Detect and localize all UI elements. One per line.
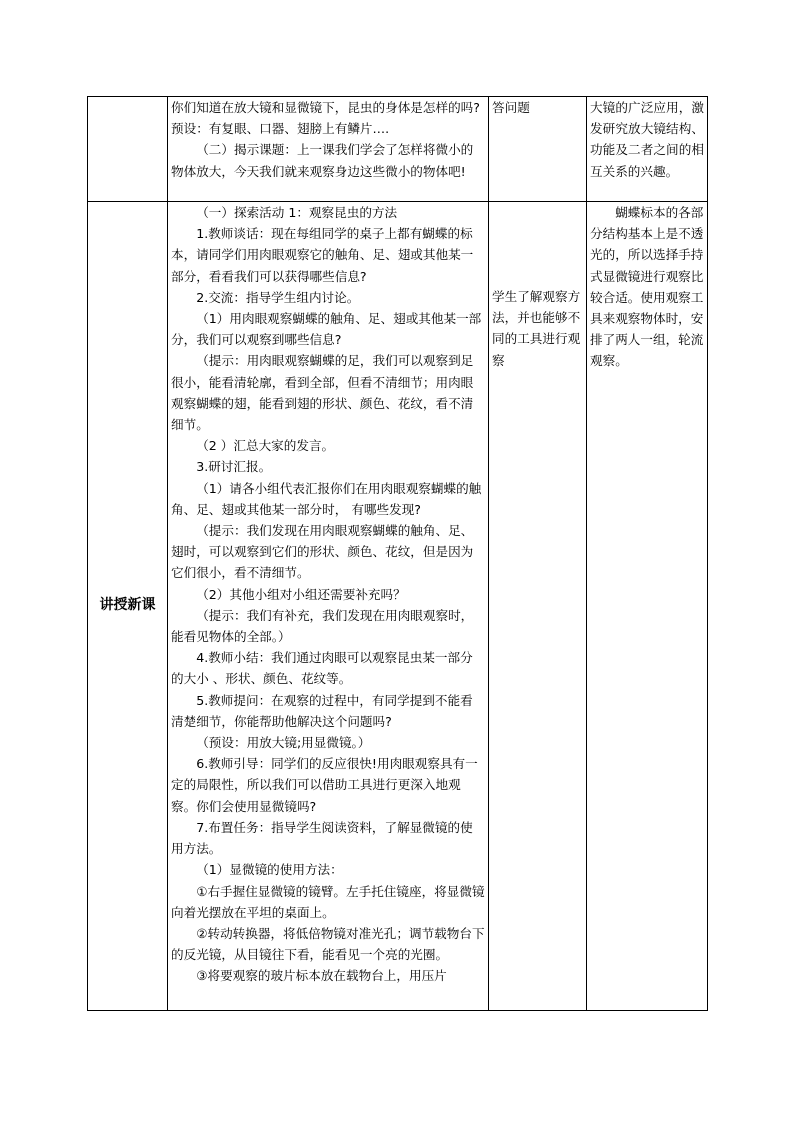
table-row: [88, 97, 708, 202]
content-paragraph: （1）用肉眼观察蝴蝶的触角、足、翅或其他某一部分，我们可以观察到哪些信息?: [171, 311, 482, 348]
lesson-plan-table: [87, 96, 708, 1011]
design-intent-cell: [587, 202, 708, 1011]
content-paragraph: （提示：我们发现在用肉眼观察蝴蝶的触角、足、翅时，可以观察到它们的形状、颜色、花纹，但是因为它们很小，看不清细节。: [171, 523, 474, 581]
section-label: 讲授新课: [99, 597, 156, 614]
content-paragraph: （预设：用放大镜;用显微镜。）: [196, 735, 371, 751]
content-paragraph: 7.布置任务：指导学生阅读资料，了解显微镜的使用方法。: [171, 819, 473, 857]
design-intent-text: 大镜的广泛应用，激发研究放大镜结构、功能及二者之间的相互关系的兴趣。: [590, 100, 704, 179]
content-paragraph: 6.教师引导：同学们的反应很快!用肉眼观察具有一定的局限性，所以我们可以借助工具进行更深入地观察。你们会使用显微镜吗?: [171, 756, 478, 814]
teaching-content-cell: [168, 202, 489, 1011]
teaching-content-cell: [168, 97, 489, 202]
student-activity-text: 学生了解观察方法，并也能够不同的工具进行观察: [492, 289, 581, 368]
content-paragraph: 3.研讨汇报。: [196, 459, 272, 475]
student-activity-cell: [489, 97, 587, 202]
content-paragraph: ③将要观察的玻片标本放在载物台上，用压片: [196, 968, 447, 984]
content-paragraph: （提示：我们有补充，我们发现在用肉眼观察时，能看见物体的全部。）: [171, 607, 474, 645]
content-paragraph: ①右手握住显微镜的镜臂。左手托住镜座，将显微镜向着光摆放在平坦的桌面上。: [171, 883, 485, 920]
content-paragraph: 2.交流：指导学生组内讨论。: [196, 289, 360, 305]
content-paragraph: 1.教师谈话：现在每组同学的桌子上都有蝴蝶的标本，请同学们用肉眼观察它的触角、足、翅或其他某一部分，看看我们可以获得哪些信息?: [171, 226, 474, 284]
section-label-cell: [88, 202, 168, 1011]
content-paragraph: ②转动转换器，将低倍物镜对准光孔；调节载物台下的反光镜，从目镜往下看，能看见一个亮的光圈。: [171, 925, 485, 963]
cell-spacer: [492, 202, 583, 286]
design-intent-text: 蝴蝶标本的各部分结构基本上是不透光的，所以选择手持式显微镜进行观察比较合适。使用观察工具来观察物体时，安排了两人一组，轮流观察。: [590, 205, 704, 369]
section-label-cell: [88, 97, 168, 202]
table-row: [88, 202, 708, 1011]
content-paragraph: （2 ）汇总大家的发言。: [196, 438, 335, 454]
content-paragraph: 4.教师小结：我们通过肉眼可以观察昆虫某一部分的大小 、形状、颜色、花纹等。: [171, 650, 473, 687]
content-paragraph: （二）揭示课题：上一课我们学会了怎样将微小的物体放大，今天我们就来观察身边这些微小的物体吧!: [171, 142, 474, 179]
design-intent-cell: [587, 97, 708, 202]
content-paragraph: （1）请各小组代表汇报你们在用肉眼观察蝴蝶的触角、足、翅或其他某一部分时， 有哪些发现?: [171, 480, 482, 517]
student-activity-cell: [489, 202, 587, 1011]
content-paragraph: 你们知道在放大镜和显微镜下，昆虫的身体是怎样的吗?预设：有复眼、口器、翅膀上有鳞片….: [171, 100, 480, 137]
content-paragraph: （1）显微镜的使用方法：: [196, 862, 343, 878]
content-paragraph: 5.教师提问：在观察的过程中，有同学提到不能看清楚细节，你能帮助他解决这个问题吗?: [171, 692, 473, 729]
content-paragraph: （2）其他小组对小组还需要补充吗？: [196, 586, 406, 602]
content-paragraph: （提示：用肉眼观察蝴蝶的足，我们可以观察到足很小，能看清轮廓，看到全部，但看不清细节；用肉眼观察蝴蝶的翅，能看到翅的形状、颜色、花纹，看不清细节。: [171, 353, 474, 433]
content-paragraph: （一）探索活动 1：观察昆虫的方法: [196, 205, 398, 220]
student-activity-text: 答问题: [492, 100, 530, 115]
